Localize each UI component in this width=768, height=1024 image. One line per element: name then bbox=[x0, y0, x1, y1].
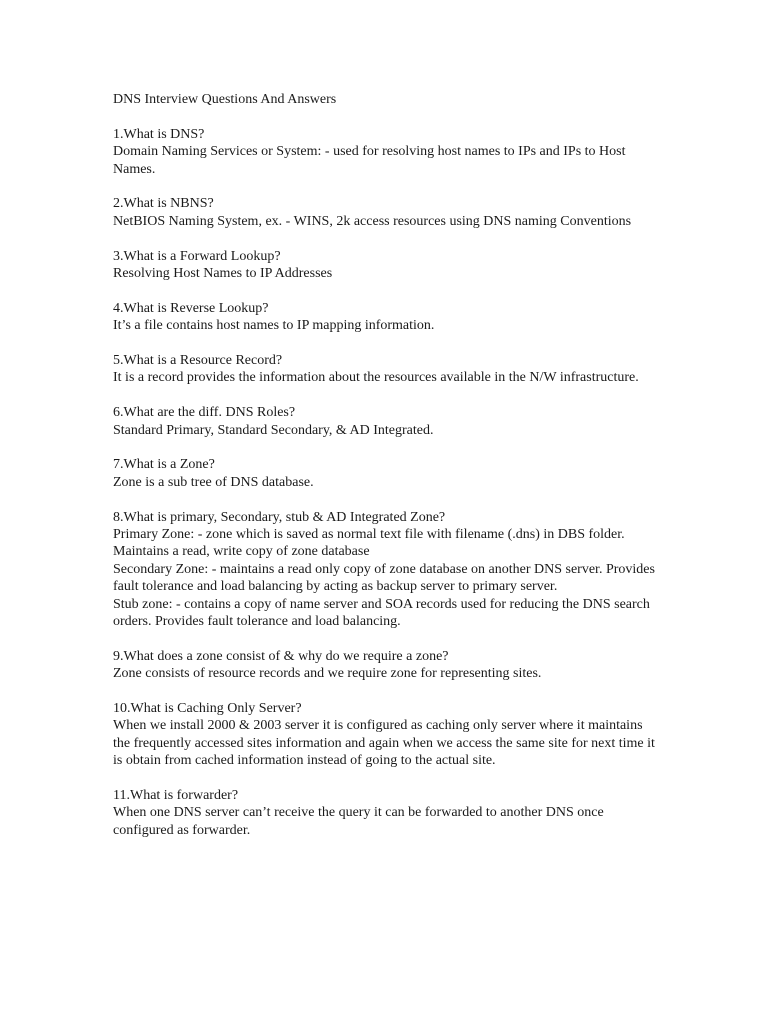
question: 9.What does a zone consist of & why do we require a zone? bbox=[113, 648, 449, 664]
question: 1.What is DNS? bbox=[113, 126, 205, 142]
answer: When one DNS server can’t receive the query it can be forwarded to another DNS once configured as forwarder. bbox=[113, 805, 604, 838]
answer: Zone consists of resource records and we require zone for representing sites. bbox=[113, 666, 542, 682]
qa-item bbox=[113, 648, 658, 683]
answer-secondary-zone: Secondary Zone: - maintains a read only copy of zone database on another DNS server. Provides fault tolerance and load balancing by acting as backup server to primary server. bbox=[113, 561, 655, 595]
answer: NetBIOS Naming System, ex. - WINS, 2k access resources using DNS naming Conventions bbox=[113, 213, 632, 229]
qa-item bbox=[113, 126, 658, 178]
qa-item bbox=[113, 248, 658, 283]
question: 2.What is NBNS? bbox=[113, 196, 214, 212]
document-body bbox=[113, 91, 658, 857]
question: 7.What is a Zone? bbox=[113, 457, 215, 473]
qa-item bbox=[113, 509, 658, 631]
qa-item bbox=[113, 195, 658, 230]
qa-item bbox=[113, 456, 658, 491]
answer: Standard Primary, Standard Secondary, & AD Integrated. bbox=[113, 422, 434, 438]
answer-primary-zone: Primary Zone: - zone which is saved as normal text file with filename (.dns) in DBS folder. Maintains a read, write copy of zone database bbox=[113, 527, 625, 560]
answer: Domain Naming Services or System: - used for resolving host names to IPs and IPs to Host Names. bbox=[113, 144, 626, 177]
answer: When we install 2000 & 2003 server it is configured as caching only server where it maintains the frequently accessed sites information and again when we access the same site for next time it is obtain from cached information instead of going to the actual site. bbox=[113, 718, 655, 769]
question: 5.What is a Resource Record? bbox=[113, 353, 283, 369]
answer-stub-zone: Stub zone: - contains a copy of name server and SOA records used for reducing the DNS search orders. Provides fault tolerance and load balancing. bbox=[113, 596, 650, 630]
qa-item bbox=[113, 700, 658, 770]
qa-item bbox=[113, 352, 658, 387]
qa-item bbox=[113, 300, 658, 335]
qa-item bbox=[113, 404, 658, 439]
question: 10.What is Caching Only Server? bbox=[113, 701, 302, 717]
answer: It’s a file contains host names to IP mapping information. bbox=[113, 318, 435, 334]
answer: Zone is a sub tree of DNS database. bbox=[113, 474, 314, 490]
question: 8.What is primary, Secondary, stub & AD Integrated Zone? bbox=[113, 509, 446, 525]
question: 3.What is a Forward Lookup? bbox=[113, 248, 281, 264]
question: 11.What is forwarder? bbox=[113, 788, 239, 804]
answer: It is a record provides the information about the resources available in the N/W infrastructure. bbox=[113, 370, 639, 386]
qa-item bbox=[113, 787, 658, 839]
question: 4.What is Reverse Lookup? bbox=[113, 300, 269, 316]
answer: Resolving Host Names to IP Addresses bbox=[113, 266, 333, 282]
document-title: DNS Interview Questions And Answers bbox=[113, 92, 337, 107]
question: 6.What are the diff. DNS Roles? bbox=[113, 405, 296, 421]
